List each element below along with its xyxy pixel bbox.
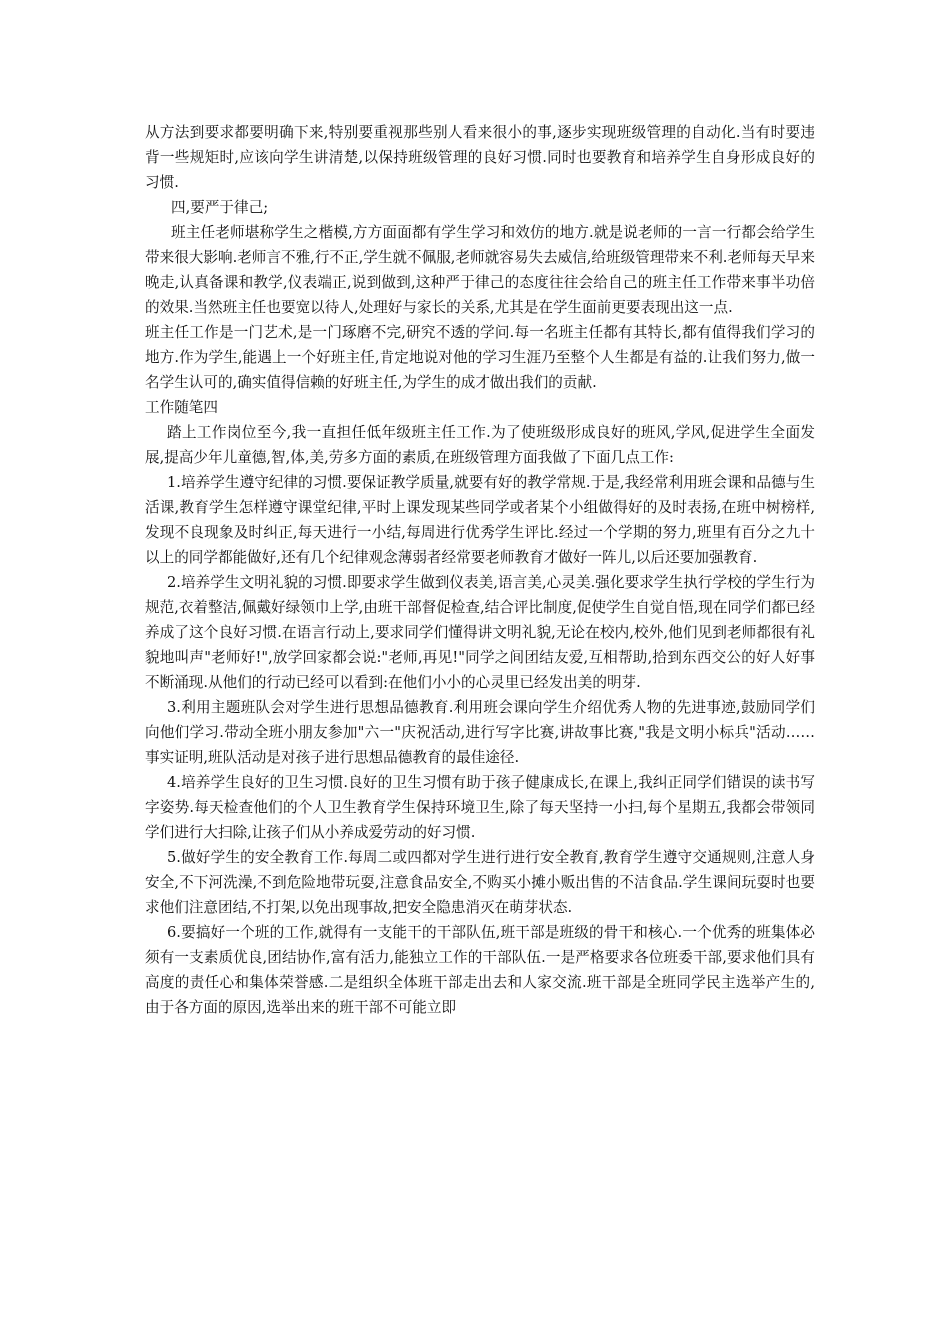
paragraph-point-3-class-meetings: 3.利用主题班队会对学生进行思想品德教育.利用班会课向学生介绍优秀人物的先进事迹,鼓励同学们向他们学习.带动全班小朋友参加"六一"庆祝活动,进行写字比赛,讲故事比赛,"我是文明小标兵"活动……事实证明,班队活动是对孩子进行思想品德教育的最佳途径. — [145, 699, 815, 766]
paragraph-point-1-discipline: 1.培养学生遵守纪律的习惯.要保证教学质量,就要有好的教学常规.于是,我经常利用班会课和品德与生活课,教育学生怎样遵守课堂纪律,平时上课发现某些同学或者某个小组做得好的及时表扬,在班中树榜样,发现不良现象及时纠正,每天进行一小结,每周进行优秀学生评比.经过一个学期的努力,班里有百分之九十以上的同学都能做好,还有几个纪律观念薄弱者经常要老师教育才做好一阵儿,以后还要加强教育. — [145, 474, 815, 566]
section-heading-essay-four: 工作随笔四 — [145, 399, 218, 416]
section-heading-self-discipline: 四,要严于律己; — [171, 199, 269, 216]
document-body — [145, 120, 815, 1020]
paragraph-class-teacher-art: 班主任工作是一门艺术,是一门琢磨不完,研究不透的学问.每一名班主任都有其特长,都有值得我们学习的地方.作为学生,能遇上一个好班主任,肯定地说对他的学习生涯乃至整个人生都是有益的.让我们努力,做一名学生认可的,确实值得信赖的好班主任,为学生的成才做出我们的贡献. — [145, 324, 815, 391]
paragraph-point-4-hygiene: 4.培养学生良好的卫生习惯.良好的卫生习惯有助于孩子健康成长,在课上,我纠正同学们错误的读书写字姿势.每天检查他们的个人卫生教育学生保持环境卫生,除了每天坚持一小扫,每个星期五,我都会带领同学们进行大扫除,让孩子们从小养成爱劳动的好习惯. — [145, 774, 815, 841]
paragraph-teacher-role-model: 班主任老师堪称学生之楷模,方方面面都有学生学习和效仿的地方.就是说老师的一言一行都会给学生带来很大影响.老师言不雅,行不正,学生就不佩服,老师就容易失去威信,给班级管理带来不利.老师每天早来晚走,认真备课和教学,仪表端正,说到做到,这种严于律己的态度往往会给自己的班主任工作带来事半功倍的效果.当然班主任也要宽以待人,处理好与家长的关系,尤其是在学生面前更要表现出这一点. — [145, 224, 815, 316]
paragraph-class-management-habits: 从方法到要求都要明确下来,特别要重视那些别人看来很小的事,逐步实现班级管理的自动化.当有时要违背一些规矩时,应该向学生讲清楚,以保持班级管理的良好习惯.同时也要教育和培养学生自身形成良好的习惯. — [145, 124, 815, 191]
paragraph-point-2-courtesy: 2.培养学生文明礼貌的习惯.即要求学生做到仪表美,语言美,心灵美.强化要求学生执行学校的学生行为规范,衣着整洁,佩戴好绿领巾上学,由班干部督促检查,结合评比制度,促使学生自觉自悟,现在同学们都已经养成了这个良好习惯.在语言行动上,要求同学们懂得讲文明礼貌,无论在校内,校外,他们见到老师都很有礼貌地叫声"老师好!",放学回家都会说:"老师,再见!"同学之间团结友爱,互相帮助,拾到东西交公的好人好事不断涌现.从他们的行动已经可以看到:在他们小小的心灵里已经发出美的明芽. — [145, 574, 815, 691]
paragraph-introduction: 踏上工作岗位至今,我一直担任低年级班主任工作.为了使班级形成良好的班风,学风,促进学生全面发展,提高少年儿童德,智,体,美,劳多方面的素质,在班级管理方面我做了下面几点工作: — [145, 424, 815, 466]
paragraph-point-6-class-cadres: 6.要搞好一个班的工作,就得有一支能干的干部队伍,班干部是班级的骨干和核心.一个优秀的班集体必须有一支素质优良,团结协作,富有活力,能独立工作的干部队伍.一是严格要求各位班委干部,要求他们具有高度的责任心和集体荣誉感.二是组织全体班干部走出去和人家交流.班干部是全班同学民主选举产生的,由于各方面的原因,选举出来的班干部不可能立即 — [145, 924, 815, 1016]
paragraph-point-5-safety: 5.做好学生的安全教育工作.每周二或四都对学生进行进行安全教育,教育学生遵守交通规则,注意人身安全,不下河洗澡,不到危险地带玩耍,注意食品安全,不购买小摊小贩出售的不洁食品.学生课间玩耍时也要求他们注意团结,不打架,以免出现事故,把安全隐患消灭在萌芽状态. — [145, 849, 815, 916]
